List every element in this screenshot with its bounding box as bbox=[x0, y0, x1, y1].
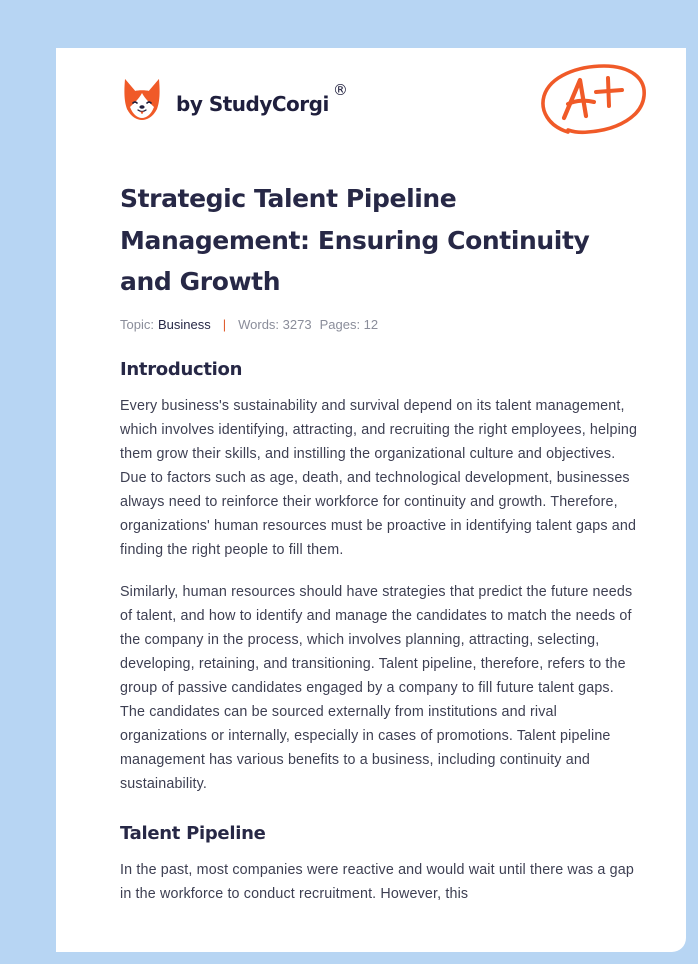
page-count: Pages: 12 bbox=[319, 316, 379, 332]
corgi-icon bbox=[122, 77, 162, 121]
registered-mark: ® bbox=[332, 81, 348, 99]
page-title: Strategic Talent Pipeline Management: Ensuring Continuity and Growth bbox=[120, 184, 590, 296]
studycorgi-logo[interactable] bbox=[122, 76, 348, 122]
topic-link[interactable]: Business bbox=[157, 316, 211, 332]
document-card bbox=[56, 48, 686, 952]
section-heading-talent-pipeline: Talent Pipeline bbox=[120, 822, 266, 844]
paragraph: Every business's sustainability and survival depend on its talent management, which involves identifying, attracting, and recruiting the right employees, helping them grow their skills, and instilling the organizational culture and objectives. Due to factors such as age, death, and technological development, businesses always need to reinforce their workforce for continuity and growth. Therefore, organizations' human resources must be proactive in identifying talent gaps and finding the right people to fill them. bbox=[120, 397, 638, 558]
topic-label: Topic: bbox=[120, 316, 154, 332]
document-meta bbox=[120, 317, 640, 332]
article-content bbox=[120, 178, 640, 906]
section-heading-introduction: Introduction bbox=[120, 358, 243, 380]
paragraph: Similarly, human resources should have strategies that predict the future needs of talent, and how to identify and manage the candidates to match the needs of the company in the process, which involves planning, attracting, selecting, developing, retaining, and transitioning. Talent pipeline, therefore, refers to the group of passive candidates engaged by a company to fill future talent gaps. The candidates can be sourced externally from institutions and rival organizations or internally, especially in cases of promotions. Talent pipeline management has various benefits to a business, including continuity and sustainability. bbox=[120, 583, 633, 792]
meta-separator: | bbox=[222, 316, 227, 332]
word-count: Words: 3273 bbox=[238, 316, 312, 332]
paragraph: In the past, most companies were reactive and would wait until there was a gap in the workforce to conduct recruitment. However, this bbox=[120, 861, 634, 902]
a-plus-grade-icon bbox=[538, 60, 648, 140]
brand-name: by StudyCorgi bbox=[176, 92, 329, 116]
